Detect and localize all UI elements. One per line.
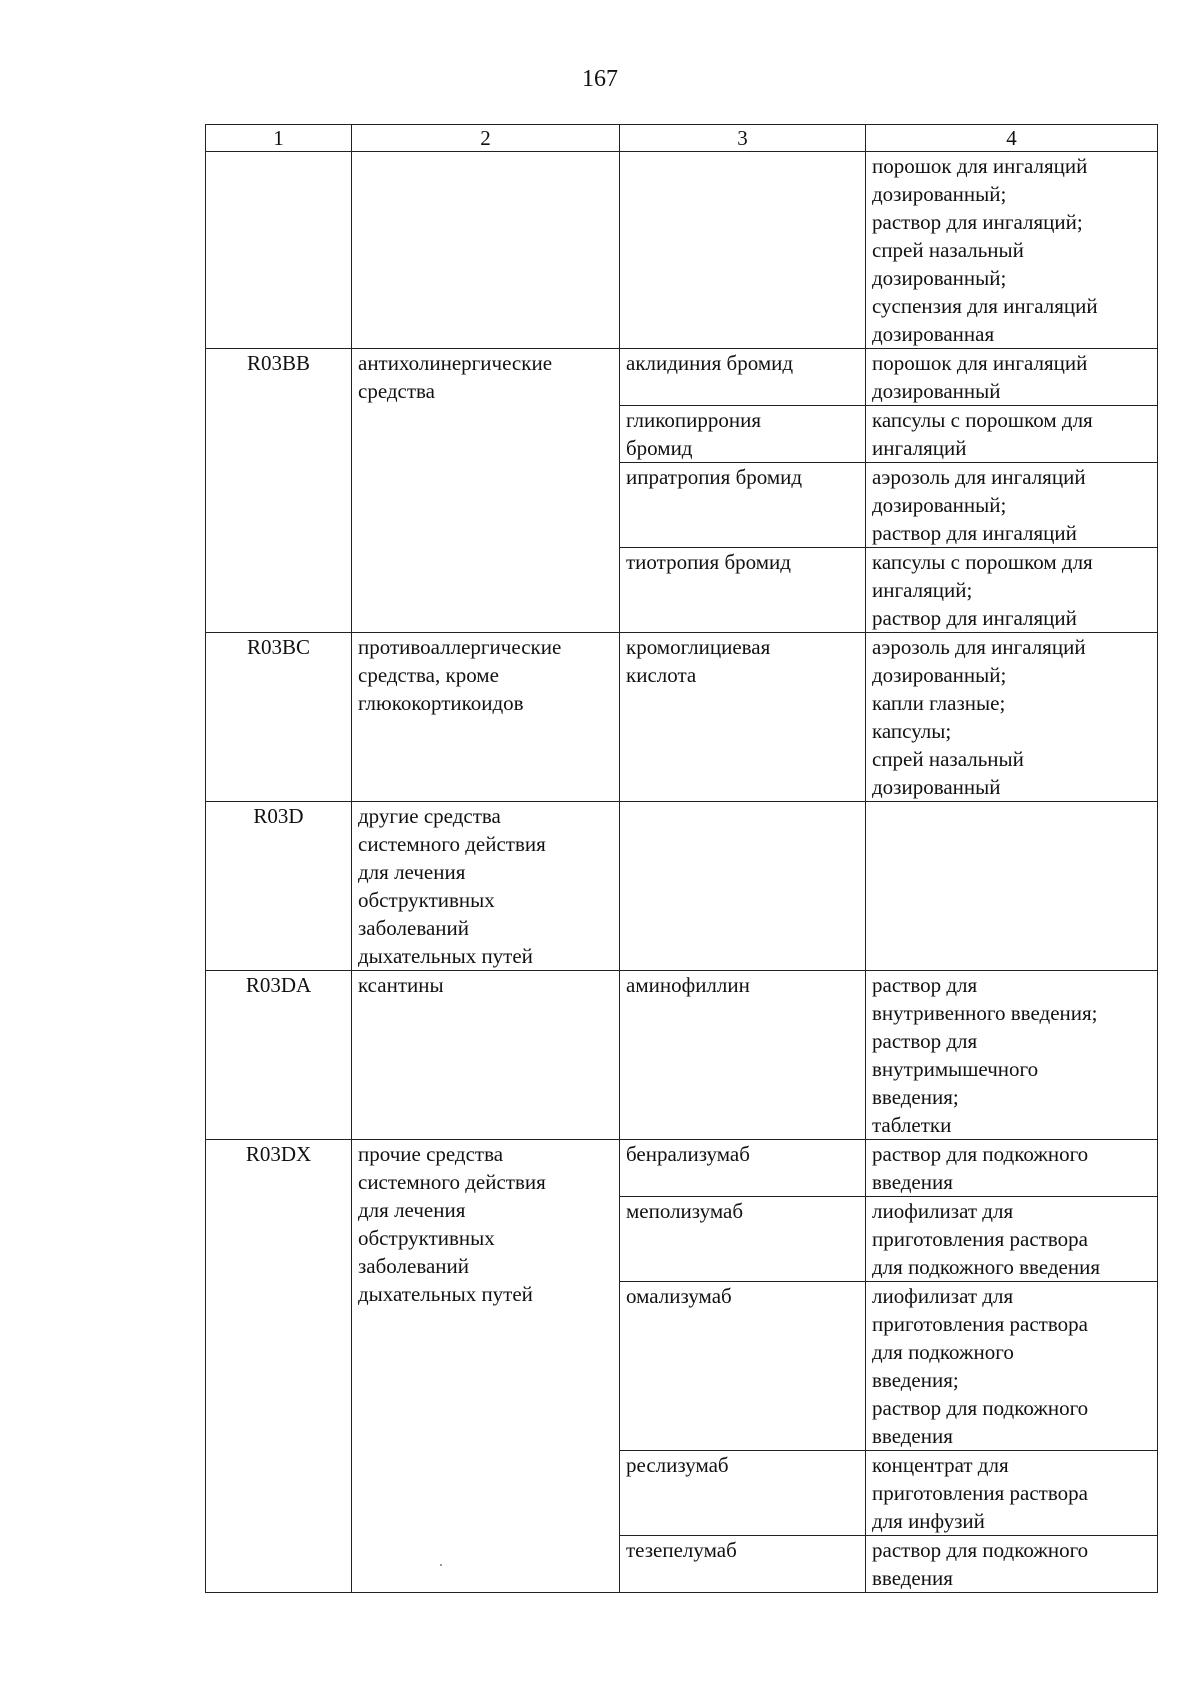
group-name-cell — [352, 152, 620, 349]
drug-name-cell: меполизумаб — [620, 1197, 866, 1282]
group-name-cell: противоаллергические средства, кроме глюкокортикоидов — [352, 633, 620, 802]
dosage-forms-cell: лиофилизат для приготовления раствора для подкожного введения — [866, 1197, 1158, 1282]
atc-code-cell: R03DA — [206, 971, 352, 1140]
dosage-forms-cell — [866, 802, 1158, 971]
table-row — [206, 633, 1158, 802]
dosage-forms-cell: раствор для внутривенного введения; раствор для внутримышечного введения; таблетки — [866, 971, 1158, 1140]
table-row — [206, 971, 1158, 1140]
atc-code-cell: R03DX — [206, 1140, 352, 1593]
dosage-forms-cell: концентрат для приготовления раствора для инфузий — [866, 1451, 1158, 1536]
column-header-2: 2 — [352, 125, 620, 152]
column-header-1: 1 — [206, 125, 352, 152]
dosage-forms-cell: раствор для подкожного введения — [866, 1140, 1158, 1197]
dosage-forms-cell: аэрозоль для ингаляций дозированный; раствор для ингаляций — [866, 463, 1158, 548]
dosage-forms-cell: порошок для ингаляций дозированный; раствор для ингаляций; спрей назальный дозированный; суспензия для ингаляций дозированная — [866, 152, 1158, 349]
drug-name-cell: тезепелумаб — [620, 1536, 866, 1593]
atc-code-cell: R03D — [206, 802, 352, 971]
table-header-row — [206, 125, 1158, 152]
group-name-cell: прочие средства системного действия для лечения обструктивных заболеваний дыхательных путей — [352, 1140, 620, 1593]
drug-name-cell: аклидиния бромид — [620, 349, 866, 406]
dosage-forms-cell: порошок для ингаляций дозированный — [866, 349, 1158, 406]
dosage-forms-cell: лиофилизат для приготовления раствора для подкожного введения; раствор для подкожного введения — [866, 1282, 1158, 1451]
table-row — [206, 1140, 1158, 1197]
drug-name-cell: бенрализумаб — [620, 1140, 866, 1197]
atc-code-cell — [206, 152, 352, 349]
group-name-cell: ксантины — [352, 971, 620, 1140]
atc-code-cell: R03BC — [206, 633, 352, 802]
group-name-cell: другие средства системного действия для лечения обструктивных заболеваний дыхательных путей — [352, 802, 620, 971]
drug-name-cell: омализумаб — [620, 1282, 866, 1451]
table-row — [206, 349, 1158, 406]
drug-name-cell — [620, 152, 866, 349]
atc-code-cell: R03BB — [206, 349, 352, 633]
dosage-forms-cell: аэрозоль для ингаляций дозированный; капли глазные; капсулы; спрей назальный дозированный — [866, 633, 1158, 802]
medication-table-body — [206, 125, 1158, 1593]
drug-name-cell: аминофиллин — [620, 971, 866, 1140]
table-row — [206, 152, 1158, 349]
group-name-cell: антихолинергические средства — [352, 349, 620, 633]
drug-name-cell: реслизумаб — [620, 1451, 866, 1536]
table-row — [206, 802, 1158, 971]
page-number: 167 — [582, 66, 618, 92]
scan-speck — [440, 1564, 442, 1566]
drug-name-cell: тиотропия бромид — [620, 548, 866, 633]
dosage-forms-cell: капсулы с порошком для ингаляций — [866, 406, 1158, 463]
drug-name-cell: гликопиррония бромид — [620, 406, 866, 463]
drug-name-cell: ипратропия бромид — [620, 463, 866, 548]
drug-name-cell — [620, 802, 866, 971]
dosage-forms-cell: раствор для подкожного введения — [866, 1536, 1158, 1593]
column-header-3: 3 — [620, 125, 866, 152]
column-header-4: 4 — [866, 125, 1158, 152]
dosage-forms-cell: капсулы с порошком для ингаляций; раствор для ингаляций — [866, 548, 1158, 633]
drug-name-cell: кромоглициевая кислота — [620, 633, 866, 802]
medication-table — [205, 124, 1158, 1593]
